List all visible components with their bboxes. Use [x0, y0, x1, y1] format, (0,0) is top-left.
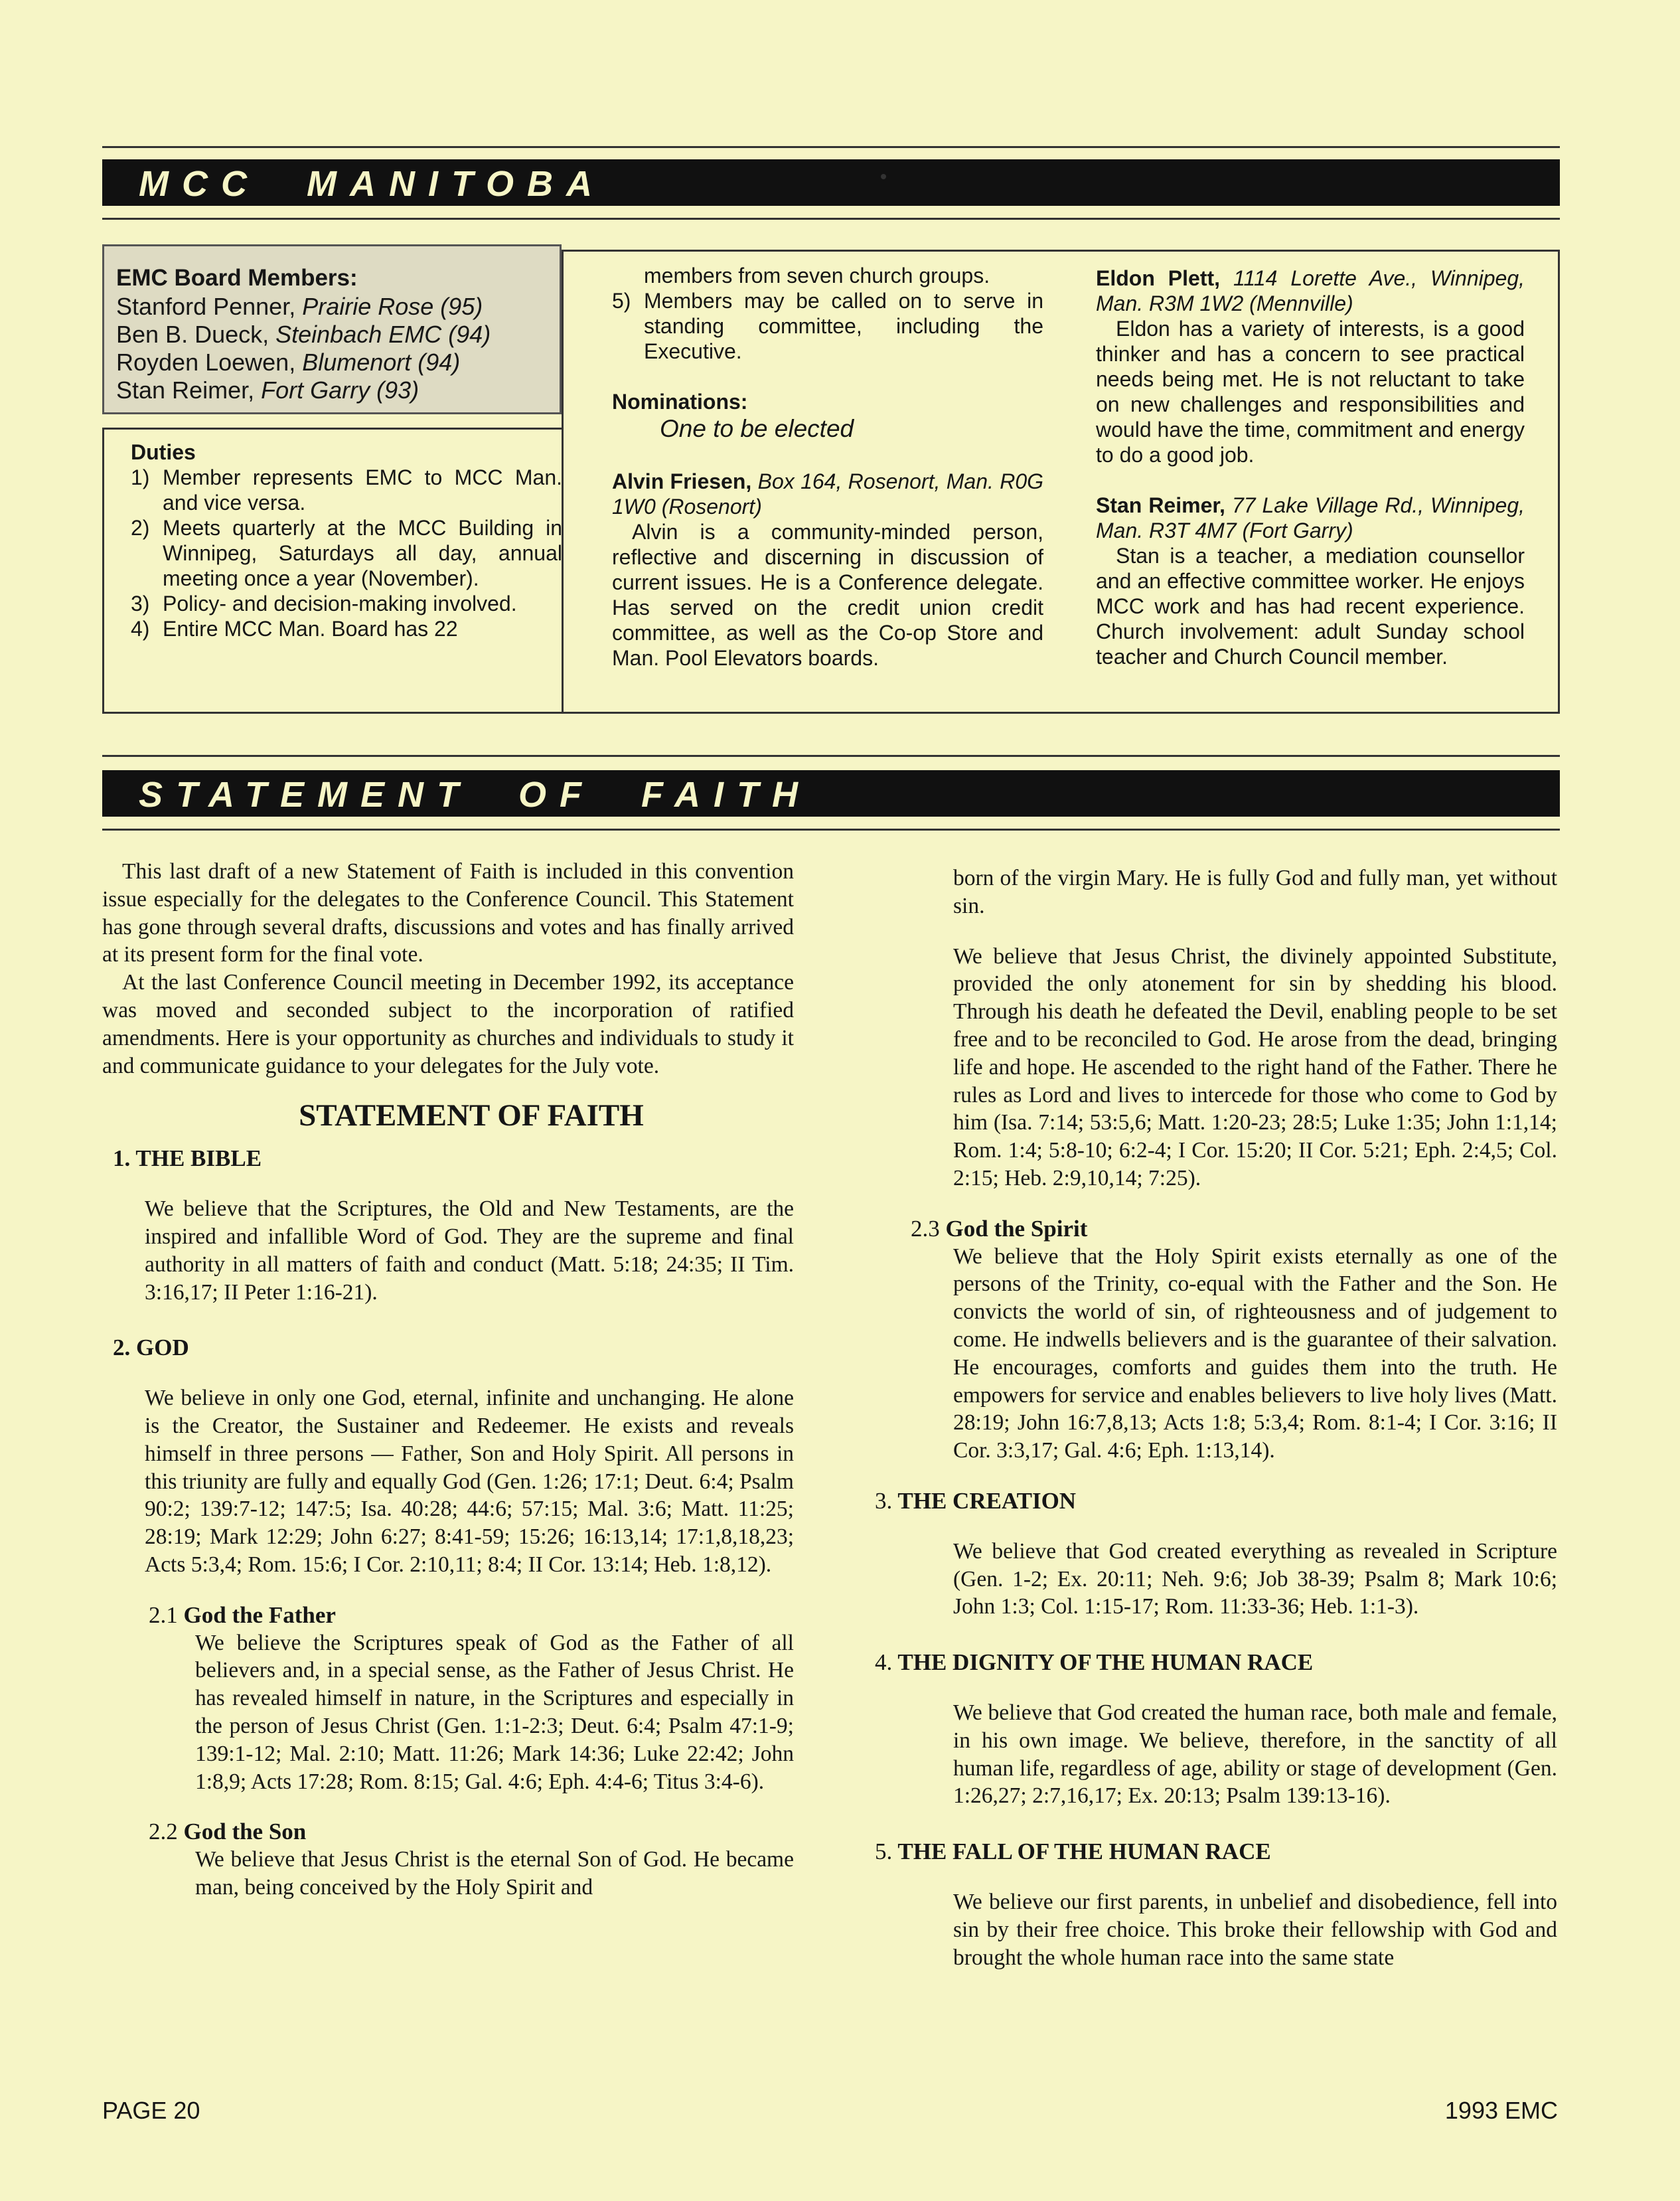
issue-label: 1993 EMC	[1444, 2097, 1558, 2124]
board-member: Stanford Penner, Prairie Rose (95)	[116, 293, 483, 320]
section-text: We believe that the Holy Spirit exists eternally as one of the persons of the Trinity, co-equal with the Father and the Son. He convicts the world of sin, of righteousness and of judgement to come. He indwells believers and is the guarantee of their salvation. He encourages, comforts and guides them into the truth. He empowers for service and enables believers to live holy lives (Matt. 28:19; John 16:7,8,13; Acts 1:8; 5:3,4; Rom. 8:1-4; I Cor. 3:16; II Cor. 3:3,17; Gal. 4:6; Eph. 1:13,14).	[953, 1244, 1557, 1463]
section-heading: 5. THE FALL OF THE HUMAN RACE	[875, 1838, 1271, 1865]
subsection-heading: 2.1 God the Father	[149, 1601, 336, 1628]
section-text: We believe that Jesus Christ, the divinely appointed Substitute, provided the only atonement for sin by shedding his blood. Through his death he defeated the Devil, enabling people to be set free and to be reconciled to God. He arose from the dead, bringing life and hope. He ascended to the right hand of the Father. There he rules as Lord and lives to intercede for those who come to God by him (Isa. 7:14; 53:5,6; Matt. 1:20-23; 28:5; Luke 1:35; John 1:1,14; Rom. 1:4; 5:8-10; 6:2-4; I Cor. 15:20; II Cor. 5:21; Eph. 2:4,5; Col. 2:15; Heb. 2:9,10,14; 7:25).	[953, 943, 1557, 1190]
subsection-heading: 2.3 God the Spirit	[911, 1215, 1088, 1242]
candidate-entry: Alvin Friesen, Box 164, Rosenort, Man. R0G 1W0 (Rosenort) Alvin is a community-minded person, reflective and discerning in discussion of current issues. He is a Conference delegate. Has served on the credit union credit committee, as well as the Co-op Store and Man. Pool Elevators boards.	[612, 469, 1044, 670]
section-heading: 3. THE CREATION	[875, 1487, 1077, 1514]
board-heading: EMC Board Members:	[116, 265, 358, 291]
speck	[881, 174, 886, 179]
page-number: PAGE 20	[102, 2097, 200, 2124]
section-text: We believe that God created everything as revealed in Scripture (Gen. 1-2; Ex. 20:11; Neh. 9:6; Job 38-39; Psalm 8; Mark 10:6; John 1:3; Col. 1:15-17; Rom. 11:33-36; Heb. 1:1-3).	[953, 1538, 1557, 1619]
section-text: We believe in only one God, eternal, infinite and unchanging. He alone is the Creator, the Sustainer and Redeemer. He exists and reveals himself in three persons — Father, Son and Holy Spirit. All persons in this triunity are fully and equally God (Gen. 1:26; 17:1; Deut. 6:4; Psalm 90:2; 139:7-12; 147:5; Isa. 40:28; 44:6; 57:15; Mal. 3:6; Matt. 11:25; 28:19; Mark 12:29; John 6:27; 8:41-59; 15:26; 16:13,14; 17:1,8,18,23; Acts 5:3,4; Rom. 15:6; I Cor. 2:10,11; 8:4; II Cor. 13:14; Heb. 1:8,12).	[145, 1386, 794, 1577]
board-member: Royden Loewen, Blumenort (94)	[116, 349, 461, 376]
candidate-entry: Eldon Plett, 1114 Lorette Ave., Winnipeg, Man. R3M 1W2 (Mennville) Eldon has a variety of interests, is a good thinker and has a concern to see practical needs being met. He is not reluctant to take on new challenges and responsibilities and would have the time, commitment and energy to do a good job.	[1096, 266, 1525, 467]
sof-top-rule	[102, 755, 1560, 757]
section-text: We believe the Scriptures speak of God as the Father of all believers and, in a special sense, as the Father of Jesus Christ. He has revealed himself in nature, in the Scriptures and especially in the person of Jesus Christ (Gen. 1:1-2:3; Deut. 6:4; Psalm 47:1-9; 139:1-12; Mal. 2:10; Matt. 11:26; Mark 14:36; Luke 22:42; John 1:8,9; Acts 17:28; Rom. 8:15; Gal. 4:6; Eph. 4:4-6; Titus 3:4-6).	[195, 1630, 794, 1794]
nominations-subheading: One to be elected	[660, 415, 854, 442]
mcc-banner: MCC MANITOBA	[102, 159, 1560, 206]
sof-right-column	[875, 864, 1557, 1971]
mcc-rule	[102, 218, 1560, 220]
candidate-entry: Stan Reimer, 77 Lake Village Rd., Winnipeg, Man. R3T 4M7 (Fort Garry) Stan is a teacher, a mediation counsellor and an effective committee worker. He enjoys MCC work and has had recent experience. Church involvement: adult Sunday school teacher and Church Council member.	[1096, 493, 1525, 669]
section-text: We believe that the Scriptures, the Old and New Testaments, are the inspired and infallible Word of God. They are the supreme and final authority in all matters of faith and conduct (Matt. 5:18; 24:35; II Tim. 3:16,17; II Peter 1:16-21).	[145, 1196, 794, 1305]
board-members-box	[102, 244, 562, 414]
section-heading: 4. THE DIGNITY OF THE HUMAN RACE	[875, 1649, 1314, 1676]
nominations-heading: Nominations:	[612, 390, 748, 414]
candidates-column	[1096, 266, 1525, 669]
section-text: We believe that Jesus Christ is the eternal Son of God. He became man, being conceived by the Holy Spirit and	[195, 1847, 794, 1900]
duty-item: 2) Meets quarterly at the MCC Building in Winnipeg, Saturdays all day, annual meeting once a year (November).	[131, 516, 562, 590]
duty-item: 1) Member represents EMC to MCC Man. and vice versa.	[131, 465, 562, 515]
section-text: We believe our first parents, in unbelief and disobedience, fell into sin by their free choice. This broke their fellowship with God and brought the whole human race into the same state	[953, 1889, 1557, 1970]
duty-item: 4) Entire MCC Man. Board has 22	[131, 617, 458, 641]
top-rule	[102, 146, 1560, 148]
duties-column	[131, 440, 562, 641]
board-member: Stan Reimer, Fort Garry (93)	[116, 376, 420, 404]
duties-heading: Duties	[131, 440, 196, 464]
duty-item: 5) Members may be called on to serve in standing committee, including the Executive.	[612, 289, 1043, 363]
sof-banner: STATEMENT OF FAITH	[102, 770, 1560, 817]
sof-title: STATEMENT OF FAITH	[299, 1098, 644, 1133]
sof-left-column	[102, 858, 794, 1902]
duty-continued: members from seven church groups.	[644, 264, 990, 287]
section-heading: 1. THE BIBLE	[113, 1145, 262, 1172]
section-text: born of the virgin Mary. He is fully God and fully man, yet without sin.	[953, 866, 1557, 918]
subsection-heading: 2.2 God the Son	[149, 1819, 307, 1845]
nominations-column	[612, 263, 1043, 671]
section-heading: 2. GOD	[113, 1335, 189, 1361]
intro-paragraph: At the last Conference Council meeting in December 1992, its acceptance was moved and seconded subject to the incorporation of ratified amendments. Here is your opportunity as churches and individuals to study it and communicate guidance to your delegates for the July vote.	[102, 970, 794, 1078]
board-member: Ben B. Dueck, Steinbach EMC (94)	[116, 321, 491, 348]
sof-rule	[102, 829, 1560, 831]
intro-paragraph: This last draft of a new Statement of Faith is included in this convention issue especially for the delegates to the Conference Council. This Statement has gone through several drafts, discussions and votes and has finally arrived at its present form for the final vote.	[102, 859, 794, 967]
duty-item: 3) Policy- and decision-making involved.	[131, 592, 517, 615]
section-text: We believe that God created the human race, both male and female, in his own image. We believe, therefore, in the sanctity of all human life, regardless of age, ability or stage of development (Gen. 1:26,27; 2:7,16,17; Ex. 20:13; Psalm 139:13-16).	[953, 1700, 1557, 1809]
